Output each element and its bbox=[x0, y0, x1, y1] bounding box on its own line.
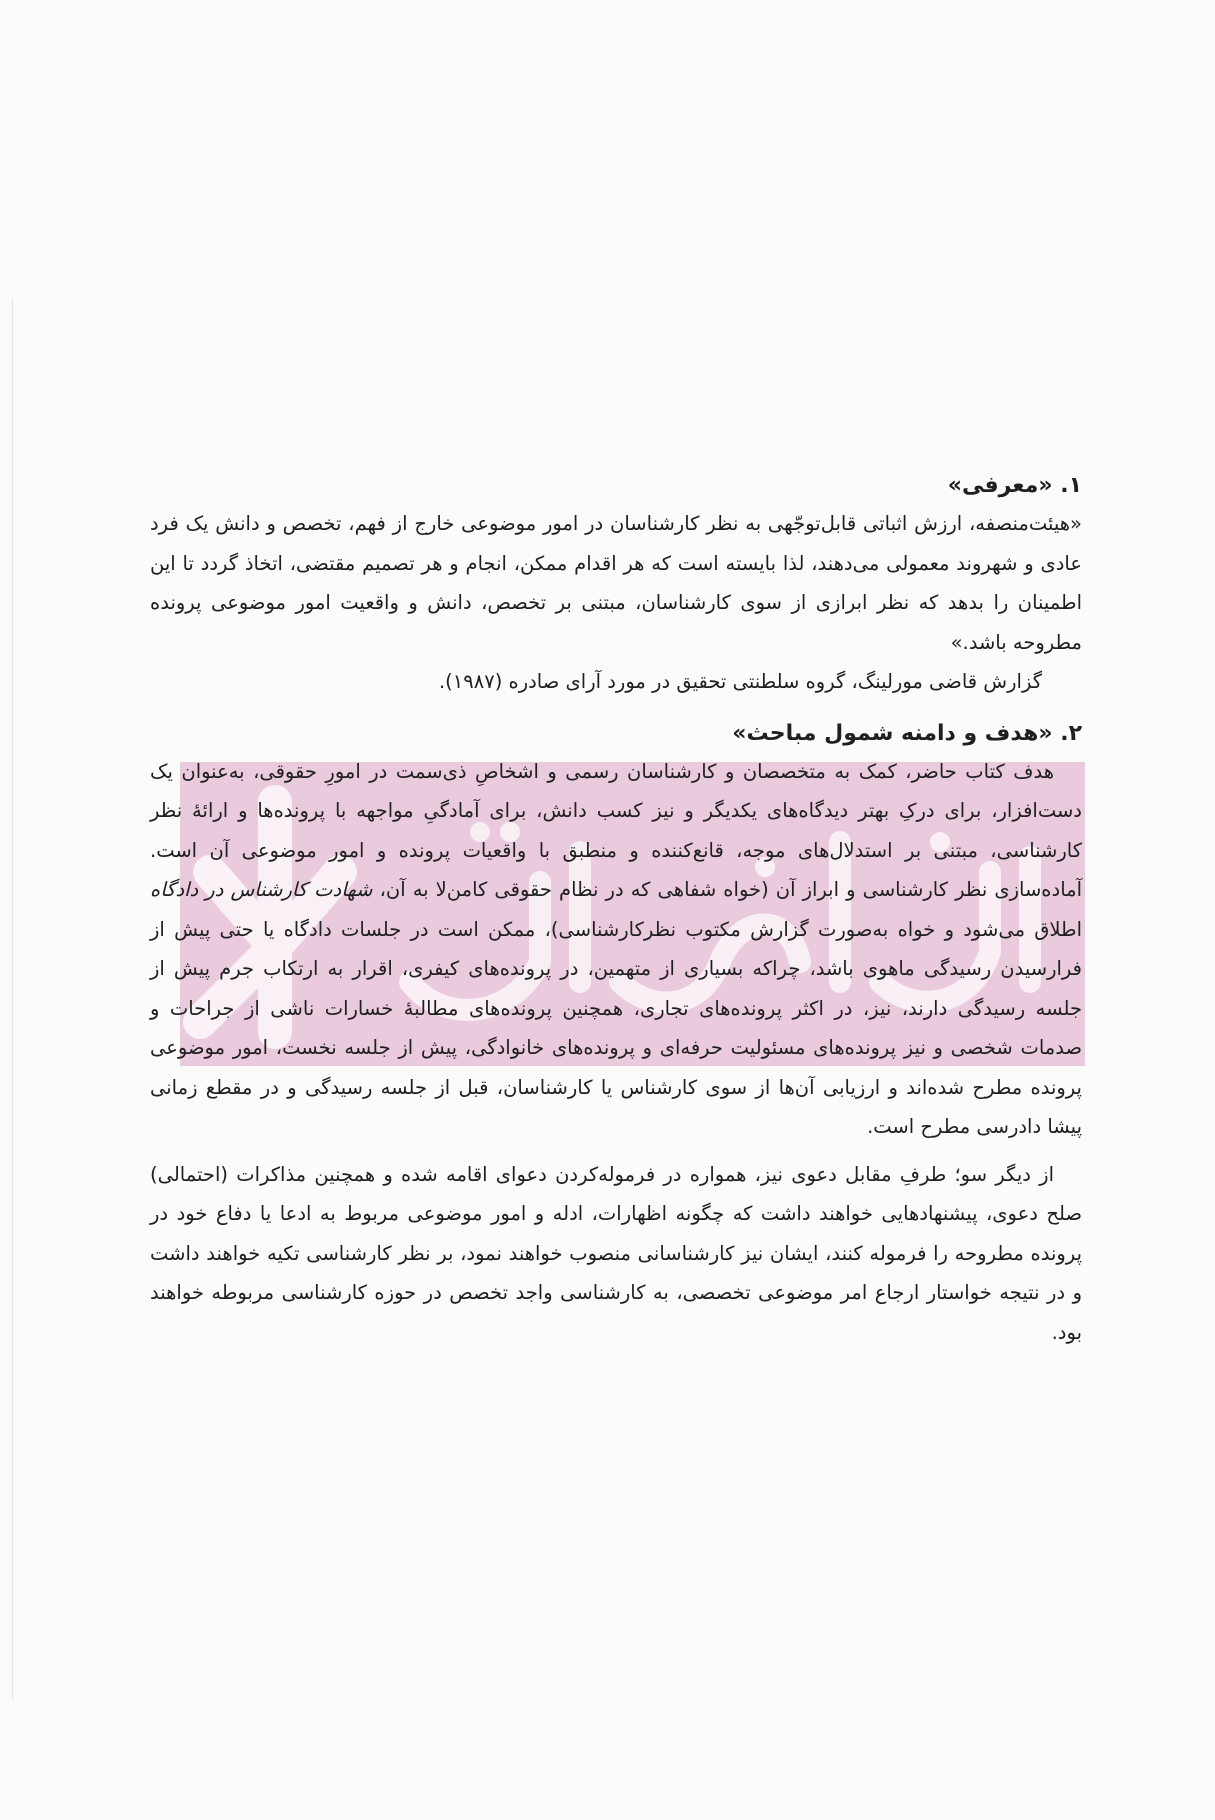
scope-paragraph bbox=[150, 752, 1082, 1147]
opposing-party-paragraph: از دیگر سو؛ طرفِ مقابل دعوی نیز، همواره در فرموله‌کردن دعوای اقامه شده و همچنین مذاکرات (احتمالی) صلح دعوی، پیشنهادهایی خواهند داشت که چگونه اظهارات، ادله و امور موضوعی مربوط به ادعا یا دفاع خود در پرونده مطروحه را فرموله کنند، ایشان نیز کارشناسانی منصوب خواهند نمود، بر نظر کارشناسی تکیه خواهند داشت و در نتیجه خواستار ارجاع امر موضوعی تخصصی، به کارشناسی واجد تخصص در حوزه کارشناسی مربوطه خواهند بود. bbox=[150, 1162, 1082, 1344]
section-heading-scope: ۲. «هدف و دامنه شمول مباحث» bbox=[732, 720, 1082, 746]
margin-dotted-line bbox=[12, 300, 17, 1700]
scope-paragraph-text-1: هدف کتاب حاضر، کمک به متخصصان و کارشناسان رسمی و اشخاصِ ذی‌سمت در امورِ حقوقی، به‌عنوان یک دست‌افزار، برای درکِ بهتر دیدگاه‌های یکدیگر و نیز کسب دانش، برای آمادگیِ مواجهه با پرونده‌ها و ارائهٔ نظر کارشناسی، مبتنی بر استدلال‌های موجه، قانع‌کننده و منطبق با واقعیات پرونده و امور موضوعی آن است. آماده‌سازی نظر کارشناسی و ابراز آن (خواه شفاهی که در نظام حقوقی کامن‌لا به آن، bbox=[150, 759, 1083, 901]
document-body bbox=[150, 468, 1082, 1352]
section-heading-introduction: ۱. «معرفی» bbox=[947, 473, 1082, 498]
quote-source: گزارش قاضی مورلینگ، گروه سلطنتی تحقیق در مورد آرای صادره (۱۹۸۷). bbox=[438, 670, 1042, 693]
scope-paragraph-text-2: اطلاق می‌شود و خواه به‌صورت گزارش مکتوب نظرکارشناسی)، ممکن است در جلسات دادگاه یا حتی پیش از فرارسیدن رسیدگی ماهوی باشد، چراکه بسیاری از متهمین، در پرونده‌های کیفری، اقرار به ارتکاب جرم پیش از جلسه رسیدگی دارند، نیز، در اکثر پرونده‌های تجاری، همچنین پرونده‌های مطالبهٔ خسارات ناشی از جراحات و صدمات شخصی و نیز پرونده‌های مسئولیت حرفه‌ای و پرونده‌های خانوادگی، پیش از جلسه نخست، امور موضوعی پرونده مطرح شده‌اند و ارزیابی آن‌ها از سوی کارشناس یا کارشناسان، قبل از جلسه رسیدگی و در مقطع زمانی پیشا دادرسی مطرح است. bbox=[150, 917, 1082, 1138]
scope-paragraph-italic-term: شهادت کارشناس در دادگاه bbox=[150, 878, 373, 901]
quote-paragraph: «هیئت‌منصفه، ارزش اثباتی قابل‌توجّهی به نظر کارشناسان در امور موضوعی خارج از فهم، تخصص و دانش یک فرد عادی و شهروند معمولی می‌دهند، لذا بایسته است که هر اقدام ممکن، انجام و هر تصمیم مقتضی، اتخاذ گردد تا این اطمینان را بدهد که نظر ابرازی از سوی کارشناسان، مبتنی بر تخصص، دانش و واقعیت امور موضوعی پرونده مطروحه باشد.» bbox=[150, 512, 1082, 654]
